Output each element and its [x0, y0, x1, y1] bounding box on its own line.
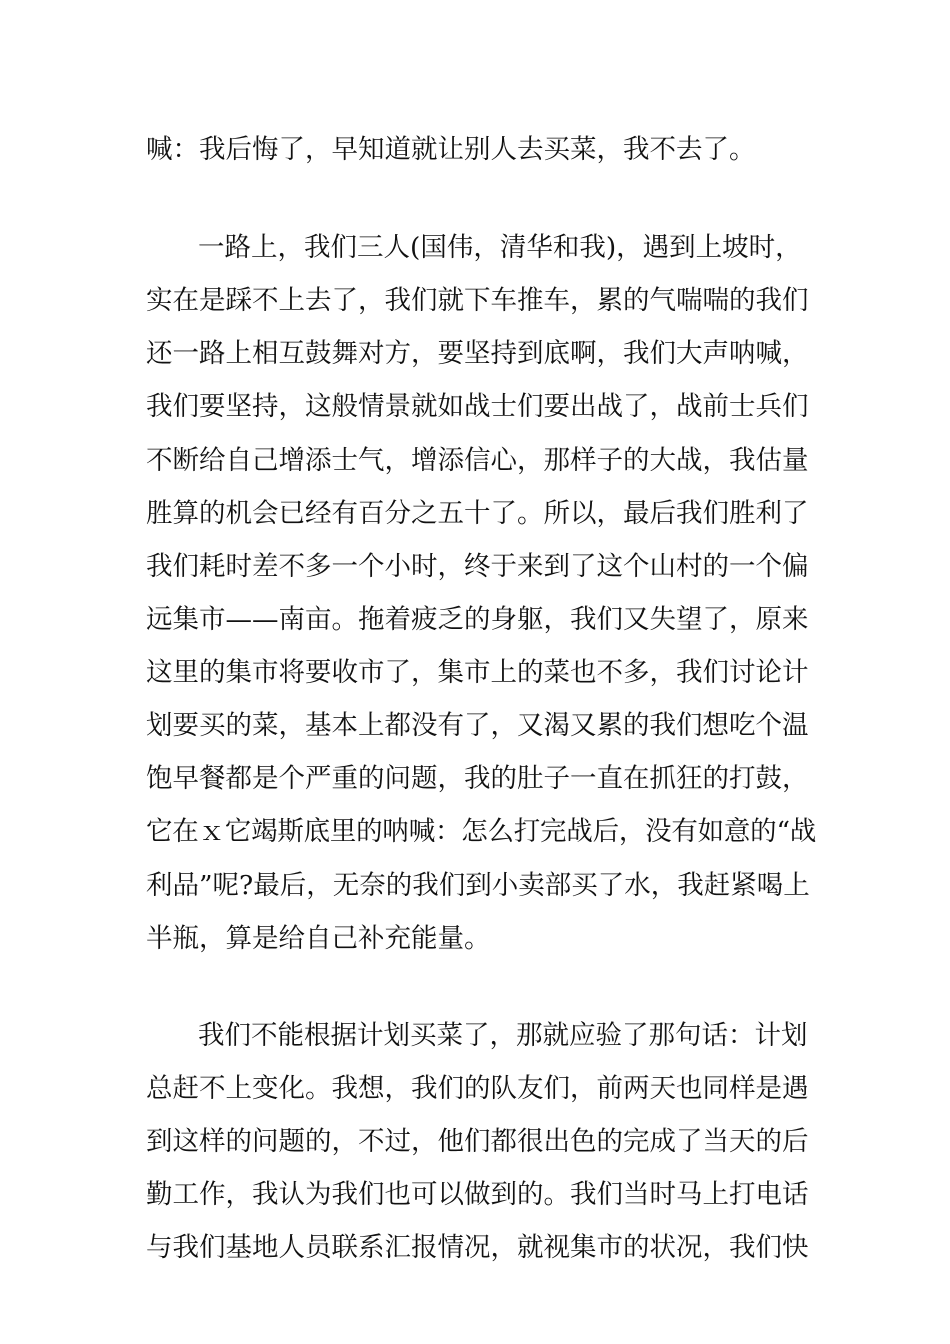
text-line: 饱早餐都是个严重的问题，我的肚子一直在抓狂的打鼓，: [146, 763, 809, 794]
text-line: 划要买的菜，基本上都没有了，又渴又累的我们想吃个温: [146, 710, 809, 741]
text-line: 还一路上相互鼓舞对方，要坚持到底啊，我们大声呐喊，: [146, 338, 809, 369]
text-line: 与我们基地人员联系汇报情况，就视集市的状况，我们快: [146, 1232, 809, 1263]
text-line: 总赶不上变化。我想，我们的队友们，前两天也同样是遇: [146, 1073, 809, 1104]
text-line: 我们耗时差不多一个小时，终于来到了这个山村的一个偏: [146, 551, 809, 582]
paragraph-first-line: 我们不能根据计划买菜了，那就应验了那句话：计划: [198, 1020, 808, 1051]
text-line: 勤工作，我认为我们也可以做到的。我们当时马上打电话: [146, 1179, 809, 1210]
text-line: 实在是踩不上去了，我们就下车推车，累的气喘喘的我们: [146, 285, 809, 316]
text-line: 半瓶，算是给自己补充能量。: [146, 923, 491, 954]
text-line: 我们要坚持，这般情景就如战士们要出战了，战前士兵们: [146, 391, 809, 422]
text-line: 利品”呢?最后，无奈的我们到小卖部买了水，我赶紧喝上: [146, 870, 810, 901]
text-line: 这里的集市将要收市了，集市上的菜也不多，我们讨论计: [146, 657, 809, 688]
text-line: 喊：我后悔了，早知道就让别人去买菜，我不去了。: [146, 134, 756, 165]
text-line: 远集市——南亩。拖着疲乏的身躯，我们又失望了，原来: [146, 604, 809, 635]
text-line: 它在ｘ它竭斯底里的呐喊：怎么打完战后，没有如意的“战: [146, 816, 817, 847]
paragraph-first-line: 一路上，我们三人(国伟，清华和我)，遇到上坡时，: [198, 232, 802, 263]
text-line: 不断给自己增添士气，增添信心，那样子的大战，我估量: [146, 445, 809, 476]
text-line: 胜算的机会已经有百分之五十了。所以，最后我们胜利了: [146, 498, 809, 529]
text-line: 到这样的问题的，不过，他们都很出色的完成了当天的后: [146, 1126, 809, 1157]
